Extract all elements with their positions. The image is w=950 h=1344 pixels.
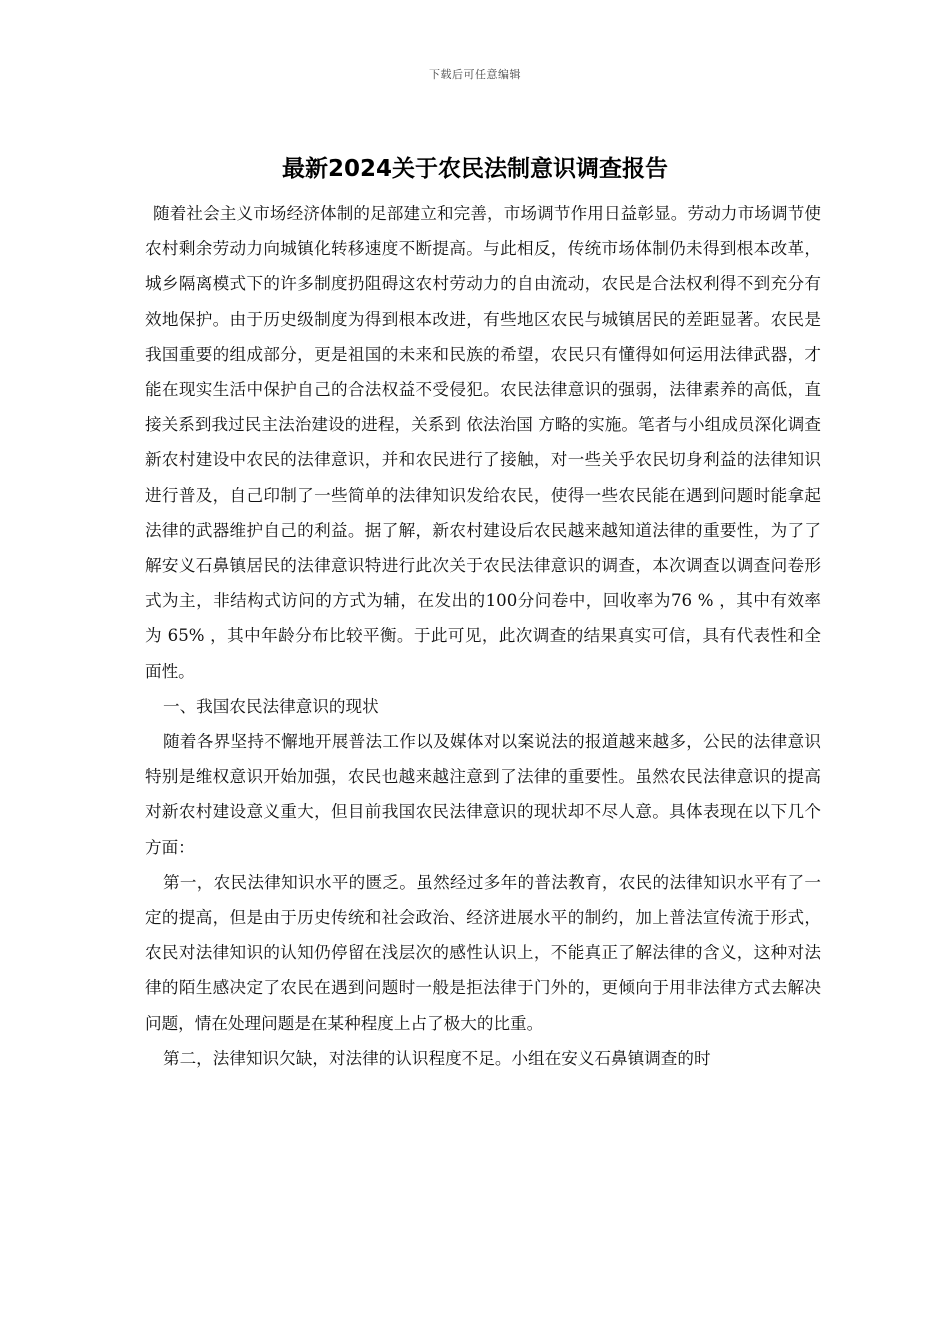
document-title: 最新2024关于农民法制意识调查报告 (281, 156, 668, 182)
paragraph-current-status: 随着各界坚持不懈地开展普法工作以及媒体对以案说法的报道越来越多，公民的法律意识特别是维权意识开始加强，农民也越来越注意到了法律的重要性。虽然农民法律意识的提高对新农村建设意义重大，但目前我国农民法律意识的现状却不尽人意。具体表现在以下几个方面： (145, 732, 821, 857)
header-note: 下载后可任意编辑 (429, 68, 521, 81)
paragraph-point-two: 第二，法律知识欠缺，对法律的认识程度不足。小组在安义石鼻镇调查的时 (163, 1048, 711, 1068)
section-heading: 一、我国农民法律意识的现状 (163, 696, 379, 716)
paragraph-point-one: 第一，农民法律知识水平的匮乏。虽然经过多年的普法教育，农民的法律知识水平有了一定的提高，但是由于历史传统和社会政治、经济进展水平的制约，加上普法宣传流于形式，农民对法律知识的认知仍停留在浅层次的感性认识上，不能真正了解法律的含义，这种对法律的陌生感决定了农民在遇到问题时一般是拒法律于门外的，更倾向于用非法律方式去解决问题，情在处理问题是在某种程度上占了极大的比重。 (145, 872, 821, 1033)
paragraph-intro: 随着社会主义市场经济体制的足部建立和完善，市场调节作用日益彰显。劳动力市场调节使农村剩余劳动力向城镇化转移速度不断提高。与此相反，传统市场体制仍未得到根本改革，城乡隔离模式下的许多制度扔阻碍这农村劳动力的自由流动，农民是合法权利得不到充分有效地保护。由于历史级制度为得到根本改进，有些地区农民与城镇居民的差距显著。农民是我国重要的组成部分，更是祖国的未来和民族的希望，农民只有懂得如何运用法律武器，才能在现实生活中保护自己的合法权益不受侵犯。农民法律意识的强弱，法律素养的高低，直接关系到我过民主法治建设的进程，关系到 依法治国 方略的实施。笔者与小组成员深化调查新农村建设中农民的法律意识，并和农民进行了接触，对一些关乎农民切身利益的法律知识进行普及，自己印制了一些简单的法律知识发给农民，使得一些农民能在遇到问题时能拿起法律的武器维护自己的利益。据了解，新农村建设后农民越来越知道法律的重要性，为了了解安义石鼻镇居民的法律意识特进行此次关于农民法律意识的调查，本次调查以调查问卷形式为主，非结构式访问的方式为辅，在发出的100分问卷中，回收率为76 % ，其中有效率为 65% ，其中年龄分布比较平衡。于此可见，此次调查的结果真实可信，具有代表性和全面性。 (145, 204, 821, 681)
document-body (145, 196, 821, 1076)
